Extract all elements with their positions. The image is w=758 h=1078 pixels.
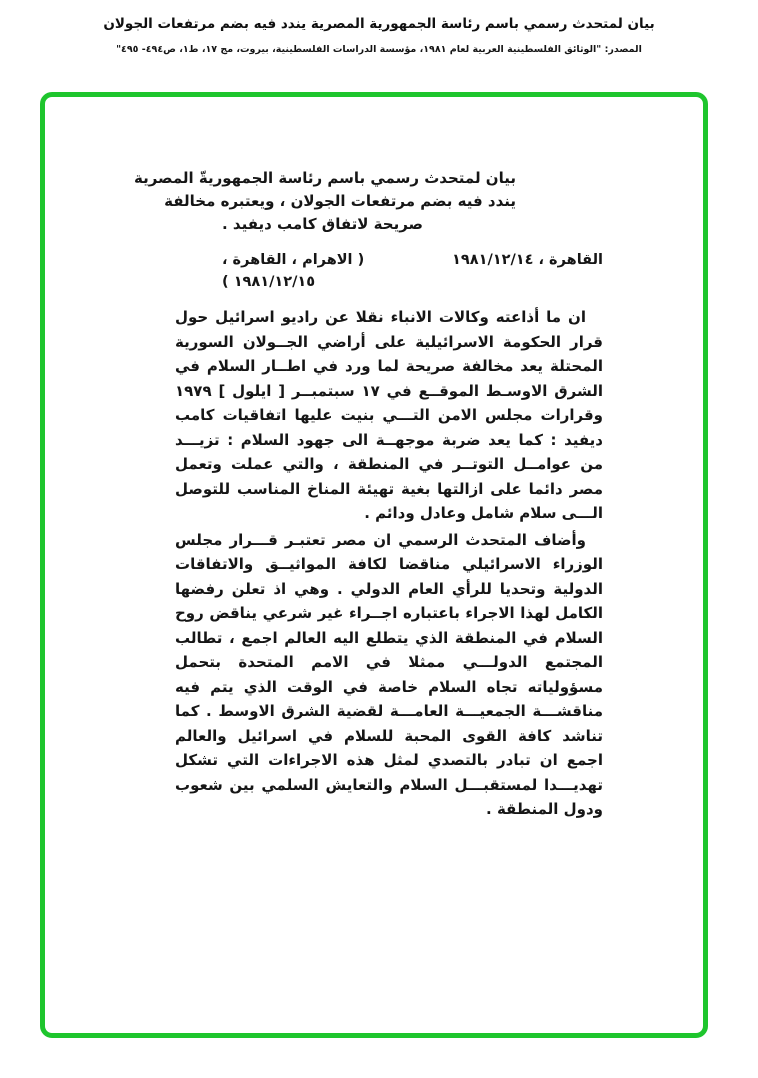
dateline-source-citation [222,249,364,293]
document-title-line: صريحة لاتفاق كامب ديفيد . [222,215,424,233]
dateline [175,249,603,293]
page-header [0,0,758,55]
page-header-source: المصدر: "الوثائق الفلسطينية العربية لعام ١٩٨١، مؤسسة الدراسات الفلسطينية، بيروت، مج ١٧، ط١، ص٤٩٤- ٤٩٥" [116,44,642,55]
dateline-city-date: القاهرة ، ١٩٨١/١٢/١٤ [452,252,603,268]
document-title [133,167,516,236]
paragraph-2: وأضاف المتحدث الرسمي ان مصر تعتبـر قـــرار مجلس الوزراء الاسرائيلي مناقضا لكافة المواثيــق والاتفاقات الدولية وتحديا للرأي العام الدولي . وهي اذ تعلن رفضها الكامل لهذا الاجراء باعتباره اجــراء غير شرعي يناقض روح السلام في المنطقة الذي يتطلع اليه العالم اجمع ، تطالب المجتمع الدولـــي ممثلا في الامم المتحدة بتحمل مسؤولياته تجاه السلام خاصة في الوقت الذي يتم فيه مناقشـــة الجمعيـــة العامـــة لقضية الشرق الاوسط . كما تناشد كافة القوى المحبة للسلام في اسرائيل والعالم اجمع ان تبادر بالتصدي لمثل هذه الاجراءات التي تشكل تهديـــدا لمستقبـــل السلام والتعايش السلمي بين شعوب ودول المنطقة . [175,530,603,818]
document-title-line: يندد فيه بضم مرتفعات الجولان ، ويعتبره مخالفة [164,192,516,210]
document-frame [40,92,708,1038]
page-header-title: بيان لمتحدث رسمي باسم رئاسة الجمهورية المصرية يندد فيه بضم مرتفعات الجولان [103,16,655,32]
paragraph-1: ان ما أذاعته وكالات الانباء نقلا عن راديو اسرائيل حول قرار الحكومة الاسرائيلية على أراضي الجــولان السورية المحتلة يعد مخالفة صريحة لما ورد في اطــار السلام في الشرق الاوسـط الموقــع في ١٧ سبتمبــر [ ايلول ] ١٩٧٩ وقرارات مجلس الامن التـــي بنيت عليها اتفاقيات كامب ديفيد : كما يعد ضربة موجهــة الى جهود السلام : تزيـــد من عوامــل التوتــر في المنطقة ، والتي عملت وتعمل مصر دائما على ازالتها بغية تهيئة المناخ المناسب للتوصل الـــى سلام شامل وعادل ودائم . [175,308,604,522]
document-body [175,305,603,822]
document-title-line: بيان لمتحدث رسمي باسم رئاسة الجمهوريةّ المصرية [133,169,516,187]
dateline-source-line: ( الاهرام ، القاهرة ، [222,252,365,268]
document-page [45,97,703,822]
dateline-source-line: ١٩٨١/١٢/١٥ ) [222,274,316,290]
